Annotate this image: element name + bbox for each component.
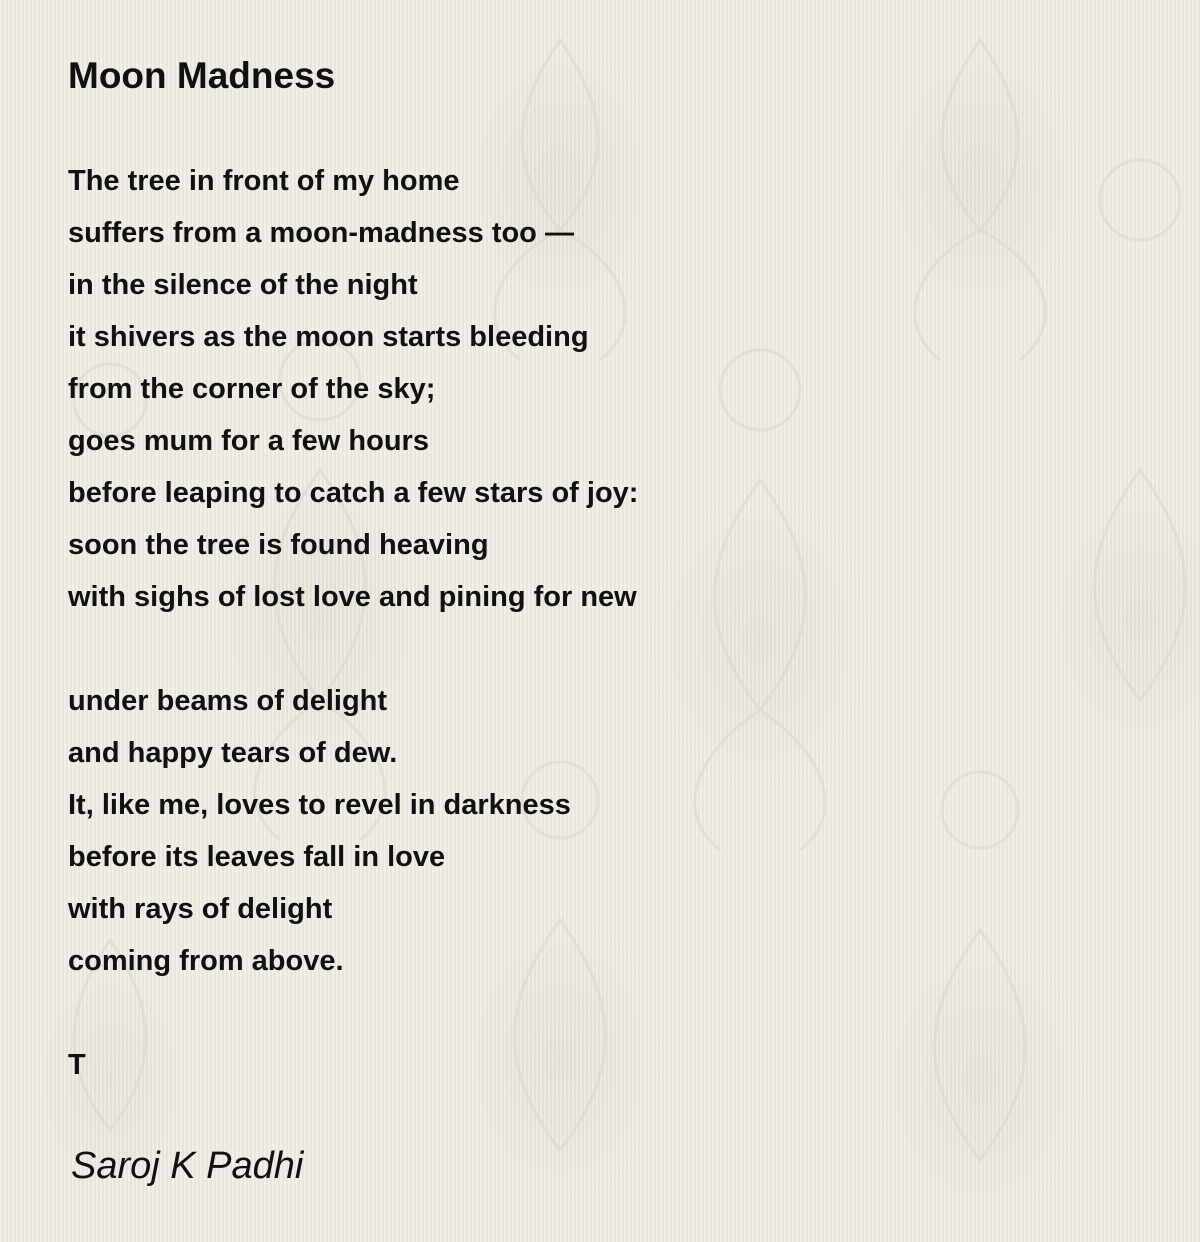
poem-line: coming from above. <box>68 945 344 977</box>
poem-author: Saroj K Padhi <box>71 1145 304 1187</box>
stanza-break <box>68 987 1128 1039</box>
poem-line: with sighs of lost love and pining for new <box>68 581 637 613</box>
poem-line: before its leaves fall in love <box>68 841 446 873</box>
poem-line: T <box>68 1049 86 1081</box>
poem-line: it shivers as the moon starts bleeding <box>68 321 589 353</box>
poem-line: goes mum for a few hours <box>68 425 429 457</box>
poem-line: with rays of delight <box>68 893 333 925</box>
poem-title: Moon Madness <box>68 55 336 96</box>
poem-container <box>68 52 1128 1091</box>
poem-line: soon the tree is found heaving <box>68 529 489 561</box>
poem-line: The tree in front of my home <box>68 165 460 197</box>
poem-line: It, like me, loves to revel in darkness <box>68 789 571 821</box>
poem-line: from the corner of the sky; <box>68 373 436 405</box>
stanza-break <box>68 623 1128 675</box>
poem-line: under beams of delight <box>68 685 388 717</box>
poem-line: suffers from a moon-madness too — <box>68 217 574 249</box>
poem-body <box>68 155 1128 1091</box>
poem-line: and happy tears of dew. <box>68 737 398 769</box>
poem-line: before leaping to catch a few stars of joy: <box>68 477 639 509</box>
poem-line: in the silence of the night <box>68 269 418 301</box>
